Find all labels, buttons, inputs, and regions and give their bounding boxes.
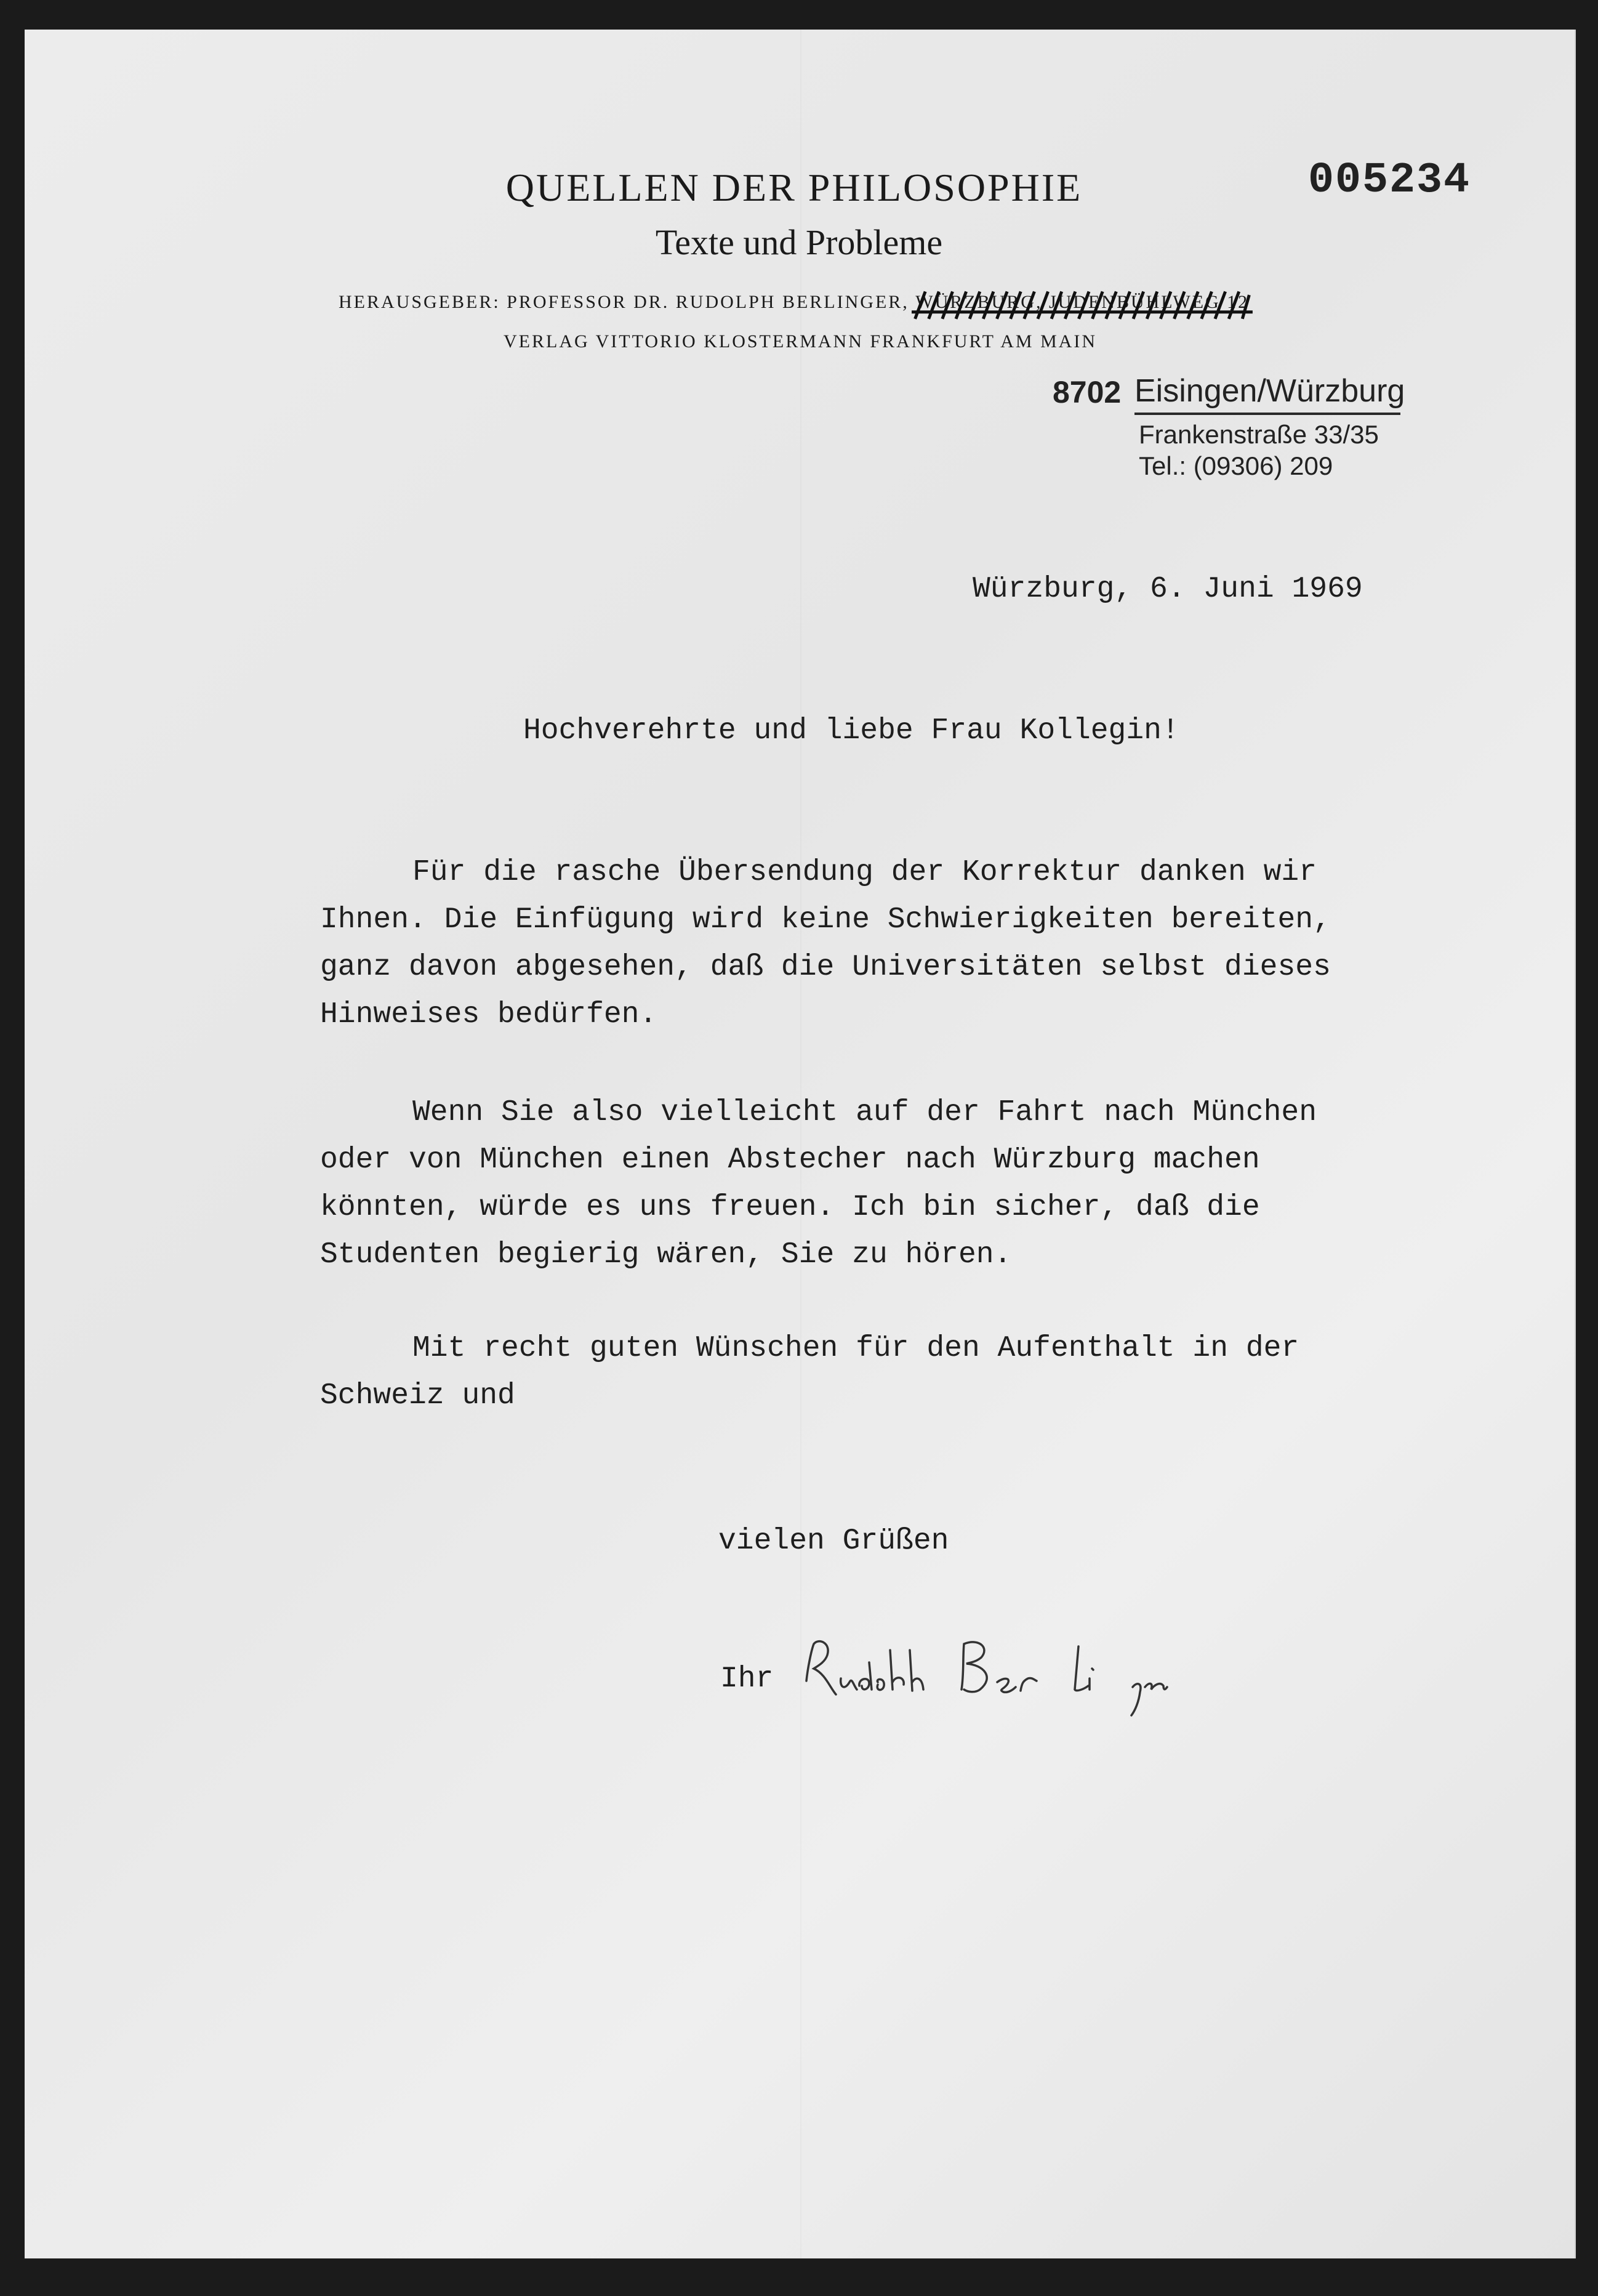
signoff: Ihr xyxy=(720,1662,774,1696)
editor-line xyxy=(339,292,1249,313)
publisher-line: VERLAG VITTORIO KLOSTERMANN FRANKFURT AM MAIN xyxy=(504,331,1098,352)
handwritten-signature xyxy=(800,1625,1231,1724)
paragraph-1-line-3: ganz davon abgesehen, daß die Universitäten selbst dieses xyxy=(320,951,1331,984)
letter-date: Würzburg, 6. Juni 1969 xyxy=(973,573,1363,606)
paragraph-2-line-1: Wenn Sie also vielleicht auf der Fahrt nach München xyxy=(412,1096,1317,1129)
stamp-city: Eisingen/Würzburg xyxy=(1134,373,1405,409)
paragraph-1-line-2: Ihnen. Die Einfügung wird keine Schwierigkeiten bereiten, xyxy=(320,903,1331,937)
editor-name: HERAUSGEBER: PROFESSOR DR. RUDOLPH BERLINGER, xyxy=(339,292,909,312)
struck-address-text: WÜRZBURG, JUDENBÜHLWEG 12 xyxy=(915,292,1250,312)
stamp-phone: Tel.: (09306) 209 xyxy=(1139,451,1333,480)
paragraph-2-line-4: Studenten begierig wären, Sie zu hören. xyxy=(320,1238,1012,1271)
paragraph-3-line-2: Schweiz und xyxy=(320,1379,515,1412)
paragraph-1-line-1: Für die rasche Übersendung der Korrektur danken wir xyxy=(412,856,1317,889)
letterhead-subtitle: Texte und Probleme xyxy=(655,222,943,262)
stamp-street: Frankenstraße 33/35 xyxy=(1139,420,1379,449)
document-number: 005234 xyxy=(1308,156,1471,205)
paragraph-1-line-4: Hinweises bedürfen. xyxy=(320,998,657,1031)
closing-greeting: vielen Grüßen xyxy=(718,1525,949,1558)
struck-old-address xyxy=(915,292,1249,313)
stamp-postal-code: 8702 xyxy=(1053,375,1122,409)
paragraph-2-line-2: oder von München einen Abstecher nach Würzburg machen xyxy=(320,1143,1260,1177)
salutation: Hochverehrte und liebe Frau Kollegin! xyxy=(523,714,1179,747)
letterhead-title: QUELLEN DER PHILOSOPHIE xyxy=(505,166,1083,209)
paragraph-2-line-3: könnten, würde es uns freuen. Ich bin sicher, daß die xyxy=(320,1191,1260,1224)
paragraph-3-line-1: Mit recht guten Wünschen für den Aufenthalt in der xyxy=(412,1332,1299,1365)
strikeout-marks-icon xyxy=(912,288,1253,322)
stamp-underline xyxy=(1134,413,1400,415)
